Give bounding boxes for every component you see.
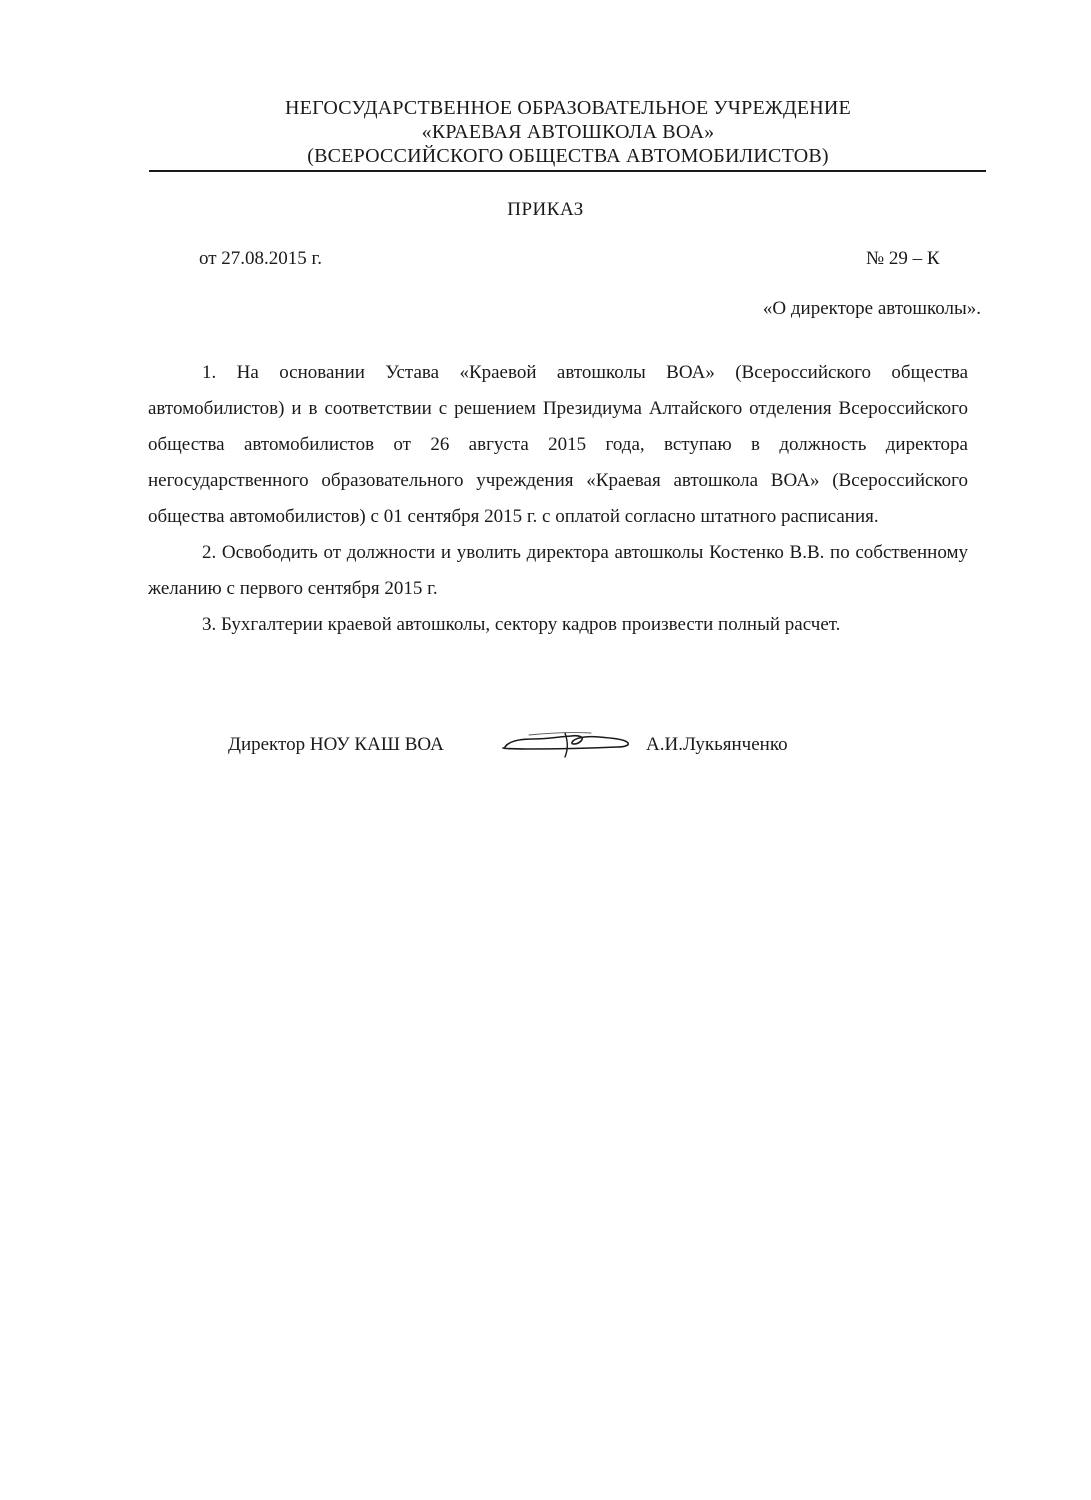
order-date: от 27.08.2015 г.: [199, 248, 322, 269]
signatory-role: Директор НОУ КАШ ВОА: [228, 734, 444, 755]
header-line-3: (ВСЕРОССИЙСКОГО ОБЩЕСТВА АВТОМОБИЛИСТОВ): [307, 145, 829, 167]
order-paragraph-2: 2. Освободить от должности и уволить директора автошколы Костенко В.В. по собственному желанию с первого сентября 2015 г.: [148, 542, 968, 599]
order-subject: «О директоре автошколы».: [762, 298, 981, 319]
order-body: [148, 355, 968, 643]
order-paragraph-1: 1. На основании Устава «Краевой автошколы ВОА» (Всероссийского общества автомобилистов) и в соответствии с решением Президиума Алтайского отделения Всероссийского общества автомобилистов от 26 августа 2015 года, вступаю в должность директора негосударственного образовательного учреждения «Краевая автошкола ВОА» (Всероссийского общества автомобилистов) с 01 сентября 2015 г. с оплатой согласно штатного расписания.: [148, 362, 968, 527]
header-line-1: НЕГОСУДАРСТВЕННОЕ ОБРАЗОВАТЕЛЬНОЕ УЧРЕЖДЕНИЕ: [285, 97, 851, 119]
header-divider: [149, 170, 986, 172]
signatory-name: А.И.Лукьянченко: [646, 734, 788, 755]
header-line-2: «КРАЕВАЯ АВТОШКОЛА ВОА»: [421, 121, 715, 143]
signature-block: [228, 734, 928, 764]
handwritten-signature-icon: [499, 727, 639, 769]
order-paragraph-3: 3. Бухгалтерии краевой автошколы, сектору кадров произвести полный расчет.: [202, 614, 841, 635]
order-number: № 29 – К: [866, 248, 940, 269]
document-type-title: ПРИКАЗ: [507, 199, 584, 220]
organization-header: [150, 96, 986, 168]
